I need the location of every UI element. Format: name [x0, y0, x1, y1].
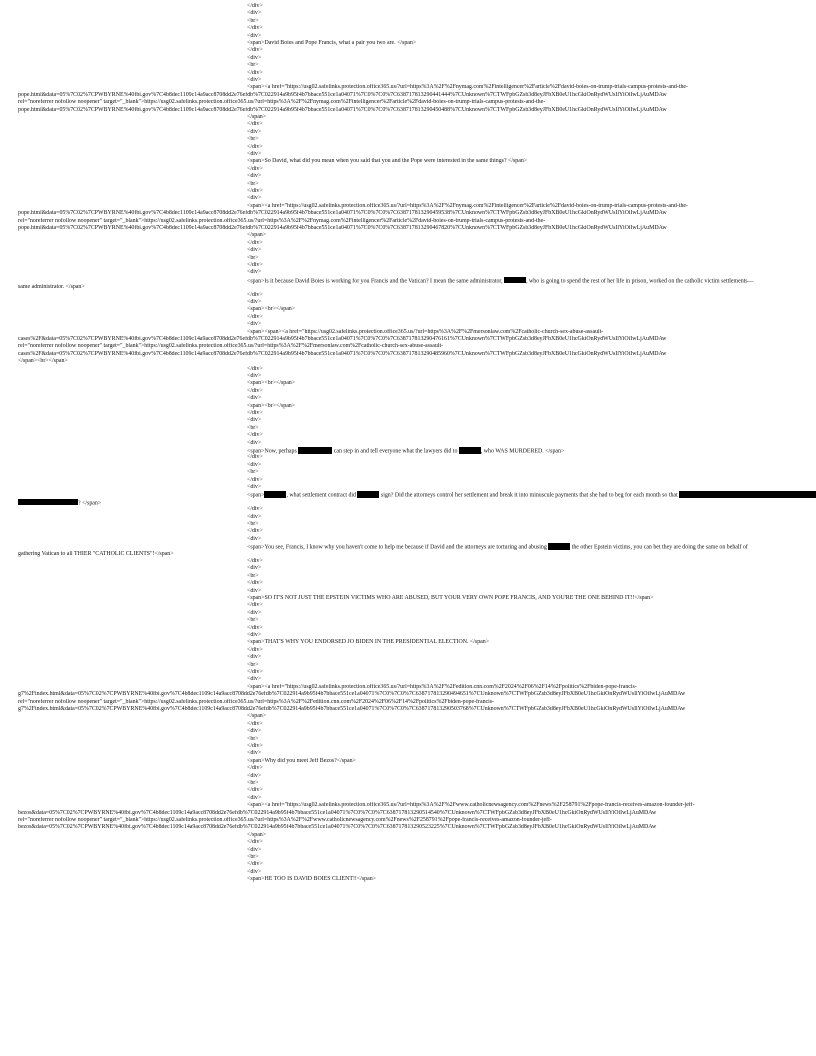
document-line	[247, 728, 816, 735]
text-segment: <span>	[247, 492, 265, 499]
redaction-bar	[18, 499, 78, 506]
document-line	[247, 373, 816, 380]
text-segment: , what settlement contract did	[286, 492, 358, 499]
document-line	[247, 195, 816, 202]
document-line	[247, 151, 816, 158]
text-segment: <div>	[247, 54, 262, 61]
text-segment: <div>	[247, 247, 262, 254]
text-segment: pope.html&data=05%7C02%7CPWBYRNE%40fbi.gov%7C4b8dec1109c14a9acc8708dd2e76efdb%7C022914a9b95f4b7bbace551ce1a04071%7C0%7C0%7C638717813290467820%7CUnknown%7CTWFpbGZsb3d8eyJFbXB0eU1hcGkiOnRydWUsIlYiOiIwLjAuMDAw	[18, 225, 667, 231]
document-line	[18, 343, 816, 350]
text-segment: <div>	[247, 513, 262, 520]
text-segment: <br>	[247, 780, 259, 786]
text-segment: </div>	[247, 313, 263, 320]
text-segment: <span>THAT'S WHY YOU ENDORSED JO BIDEN IN THE PRESIDENTIAL ELECTION. </span>	[247, 639, 490, 646]
document-line	[247, 787, 816, 794]
document-line	[247, 632, 816, 639]
text-segment: g7%2Findex.html&data=05%7C02%7CPWBYRNE%40fbi.gov%7C4b8dec1109c14a9acc8708dd2e76efdb%7C022914a9b95f4b7bbace551ce1a04071%7C0%7C0%7C638717813290494651%7CUnknown%7CTWFpbGZsb3d8eyJFbXB0eU1hcGkiOnRydWUsIlYiOiIwLjAuMDAw	[18, 691, 686, 698]
document-line	[247, 70, 816, 77]
text-segment: cases%2F&data=05%7C02%7CPWBYRNE%40fbi.gov%7C4b8dec1109c14a9acc8708dd2e76efdb%7C022914a9b95f4b7bbace551ce1a04071%7C0%7C0%7C638717813290476161%7CUnknown%7CTWFpbGZsb3d8eyJFbXB0eU1hcGkiOnRydWUsIlYiOiIwLjAuMDAw	[18, 336, 667, 342]
text-segment: </div>	[247, 669, 263, 675]
document-line	[247, 158, 816, 165]
text-segment: pope.html&data=05%7C02%7CPWBYRNE%40fbi.gov%7C4b8dec1109c14a9acc8708dd2e76efdb%7C022914a9b95f4b7bbace551ce1a04071%7C0%7C0%7C638717813290441444%7CUnknown%7CTWFpbGZsb3d8eyJFbXB0eU1hcGkiOnRydWUsIlYiOiIwLjAuMDAw	[18, 91, 667, 98]
text-segment: </div>	[247, 839, 263, 846]
document-line	[247, 432, 816, 439]
document-line	[247, 802, 816, 809]
document-line	[247, 299, 816, 306]
redaction-bar	[504, 277, 526, 284]
document-line	[18, 210, 816, 217]
text-segment: </div>	[247, 387, 263, 394]
document-line	[247, 240, 816, 247]
document-line	[247, 395, 816, 402]
document-line	[247, 440, 816, 447]
document-line	[18, 99, 816, 106]
text-segment: <div>	[247, 846, 262, 853]
document-line	[247, 662, 816, 669]
document-line	[247, 166, 816, 173]
document-line	[247, 684, 816, 691]
text-segment: <span><br></span>	[247, 306, 296, 313]
document-line	[247, 247, 816, 254]
text-segment: <br>	[247, 469, 259, 476]
text-segment: <div>	[247, 484, 262, 490]
text-segment: <span><a href="https://usg02.safelinks.protection.office365.us/?url=https%3A%2F%2Fwww.catholicnewsagency.com%2Fnews%2F258791%2Fpope-francis-receives-amazon-founder-jeff-	[247, 802, 695, 809]
document-line	[247, 33, 816, 40]
text-segment: <span>SO IT'S NOT JUST THE EPSTEIN VICTIMS WHO ARE ABUSED, BUT YOUR VERY OWN POPE FRANCIS, AND YOU'RE THE ONE BEHIND IT!!</span>	[247, 595, 654, 601]
text-segment: </div>	[247, 432, 263, 439]
document-line	[247, 758, 816, 765]
text-segment: <div>	[247, 299, 262, 305]
text-segment: <div>	[247, 395, 262, 402]
text-segment: bezos&data=05%7C02%7CPWBYRNE%40fbi.gov%7C4b8dec1109c14a9acc8708dd2e76efdb%7C022914a9b95f4b7bbace551ce1a04071%7C0%7C0%7C638717813290514540%7CUnknown%7CTWFpbGZsb3d8eyJFbXB0eU1hcGkiOnRydWUsIlYiOiIwLjAuMDAw	[18, 809, 657, 816]
document-line	[247, 617, 816, 624]
document-line	[247, 380, 816, 387]
document-line	[18, 817, 816, 824]
text-segment: <br>	[247, 854, 259, 860]
text-segment: <br>	[247, 17, 259, 24]
document-line	[18, 284, 816, 291]
text-segment: <div>	[247, 32, 262, 39]
document-line	[247, 876, 816, 883]
document-line	[247, 462, 816, 469]
text-segment: <span><br></span>	[247, 402, 296, 409]
text-segment: <span>You see, Francis, I know why you haven't come to help me because if David and the attorneys are torturing and abusing	[247, 544, 549, 551]
text-segment: <div>	[247, 676, 262, 683]
text-segment: <span>So David, what did you mean when you said that you and the Pope were interested in the same things? </span>	[247, 158, 528, 165]
text-segment: <span>HE TOO IS DAVID BOIES CLIENT!!</span>	[247, 876, 376, 883]
text-segment: rel="noreferrer nofollow noopener" target="_blank">https://usg02.safelinks.protection.office365.us/?url=https%3A%2F%2Fwww.catholicnewsagency.com%2Fnews%2F258791%2Fpope-francis-receives-amazon-founder-jeff-	[18, 817, 552, 823]
document-line	[247, 713, 816, 720]
text-segment: <div>	[247, 750, 262, 757]
text-segment: <div>	[247, 609, 262, 616]
text-segment: <br>	[247, 735, 259, 742]
document-line	[18, 358, 816, 365]
document-line	[247, 136, 816, 143]
text-segment: <div>	[247, 269, 262, 276]
document-line	[247, 314, 816, 321]
text-segment: <span><a href="https://usg02.safelinks.protection.office365.us/?url=https%3A%2F%2Fnymag.com%2Fintelligencer%2Farticle%2Fdavid-boies-on-trump-trials-campus-protests-and-the-	[247, 84, 688, 91]
text-segment: </div>	[247, 602, 263, 609]
document-line	[247, 477, 816, 484]
text-segment: gathering Vatican to all THIER "CATHOLIC CLIENTS"!</span>	[18, 550, 174, 557]
text-segment: </div>	[247, 454, 263, 461]
document-line	[247, 425, 816, 432]
text-segment: <br>	[247, 180, 259, 187]
text-segment: the other Epstein victims, you can bet they are doing the same on behalf of	[570, 544, 748, 551]
text-segment: <div>	[247, 173, 262, 180]
text-segment: <div>	[247, 535, 262, 542]
document-line	[247, 255, 816, 262]
text-segment: </div>	[247, 239, 263, 246]
document-line	[247, 62, 816, 69]
document-line	[247, 780, 816, 787]
document-line	[247, 232, 816, 239]
document-line	[247, 121, 816, 128]
text-segment: rel="noreferrer nofollow noopener" target="_blank">https://usg02.safelinks.protection.office365.us/?url=https%3A%2F%2Fnymag.com%2Fintelligencer%2Farticle%2Fdavid-boies-on-trump-trials-campus-protests-and-the-	[18, 217, 546, 224]
text-segment: <div>	[247, 565, 262, 572]
text-segment: <div>	[247, 772, 262, 779]
document-line	[247, 306, 816, 313]
document-line	[247, 84, 816, 91]
redaction-bar	[298, 447, 332, 454]
document-line	[247, 795, 816, 802]
document-line	[247, 832, 816, 839]
document-line	[247, 765, 816, 772]
text-segment: <div>	[247, 587, 262, 594]
text-segment: <div>	[247, 151, 262, 157]
document-line	[247, 854, 816, 861]
text-segment: <div>	[247, 373, 262, 379]
document-line	[18, 551, 816, 558]
document-line	[18, 824, 816, 831]
text-segment: <div>	[247, 794, 262, 801]
text-segment: </div>	[247, 743, 263, 749]
text-segment: </div>	[247, 121, 263, 128]
document-line	[247, 40, 816, 47]
redaction-bar	[357, 491, 379, 498]
text-segment: </div>	[247, 624, 263, 631]
document-line	[18, 810, 816, 817]
document-line	[247, 366, 816, 373]
document-line	[247, 484, 816, 491]
text-segment: ? </span>	[78, 500, 102, 507]
document-line	[18, 92, 816, 99]
document-line	[247, 565, 816, 572]
document-line	[247, 181, 816, 188]
document-line	[18, 699, 816, 706]
document-line	[18, 351, 816, 358]
text-segment: rel="noreferrer nofollow noopener" target="_blank">https://usg02.safelinks.protection.office365.us/?url=https%3A%2F%2Fnymag.com%2Fintelligencer%2Farticle%2Fdavid-boies-on-trump-trials-campus-protests-and-the-	[18, 99, 546, 106]
document-line	[247, 417, 816, 424]
text-segment: <div>	[247, 868, 262, 875]
document-line	[247, 114, 816, 121]
document-line	[247, 18, 816, 25]
text-segment: <div>	[247, 728, 262, 735]
text-segment: </div>	[247, 3, 263, 9]
document-line	[247, 602, 816, 609]
document-line	[247, 55, 816, 62]
text-segment: can step in and tell everyone what the lawyers did to	[332, 448, 459, 455]
document-line	[247, 173, 816, 180]
text-segment: bezos&data=05%7C02%7CPWBYRNE%40fbi.gov%7C4b8dec1109c14a9acc8708dd2e76efdb%7C022914a9b95f4b7bbace551ce1a04071%7C0%7C0%7C638717813290523225%7CUnknown%7CTWFpbGZsb3d8eyJFbXB0eU1hcGkiOnRydWUsIlYiOiIwLjAuMDAw	[18, 824, 657, 831]
document-line	[247, 595, 816, 602]
document-line	[247, 329, 816, 336]
document-line	[247, 869, 816, 876]
redaction-bar	[264, 491, 286, 498]
text-segment: </div>	[247, 476, 263, 483]
text-segment: </div>	[247, 580, 263, 587]
document-line	[247, 410, 816, 417]
text-segment: <br>	[247, 136, 259, 143]
document-line	[247, 750, 816, 757]
document-line	[247, 10, 816, 17]
document-line	[247, 514, 816, 521]
document-line	[247, 573, 816, 580]
text-segment: <div>	[247, 632, 262, 638]
text-segment: </span>	[247, 713, 267, 720]
text-segment: </div>	[247, 291, 263, 298]
text-segment: <div>	[247, 195, 262, 202]
document-line	[247, 403, 816, 410]
text-segment: <span>Why did you meet Jeff Bezos?</span>	[247, 757, 356, 764]
document-line	[247, 743, 816, 750]
text-segment: <span><a href="https://usg02.safelinks.protection.office365.us/?url=https%3A%2F%2Fnymag.com%2Fintelligencer%2Farticle%2Fdavid-boies-on-trump-trials-campus-protests-and-the-	[247, 202, 688, 209]
text-segment: , who WAS MURDERED. </span>	[480, 448, 565, 455]
document-line	[247, 321, 816, 328]
document-line	[247, 721, 816, 728]
document-line	[247, 639, 816, 646]
document-line	[247, 861, 816, 868]
text-segment: <div>	[247, 439, 262, 446]
text-segment: rel="noreferrer nofollow noopener" target="_blank">https://usg02.safelinks.protection.office365.us/?url=https%3A%2F%2Fedition.cnn.com%2F2024%2F06%2F14%2Fpolitics%2Fbiden-pope-francis-	[18, 698, 495, 705]
document-line	[247, 610, 816, 617]
text-segment: </div>	[247, 410, 263, 416]
text-segment: <span><br></span>	[247, 380, 296, 387]
redaction-bar	[548, 543, 570, 550]
document-line	[247, 269, 816, 276]
text-segment: same administrator. </span>	[18, 284, 85, 291]
text-segment: </div>	[247, 646, 263, 653]
document-line	[247, 580, 816, 587]
text-segment: <div>	[247, 654, 262, 661]
text-segment: </div>	[247, 720, 263, 727]
document-line	[247, 736, 816, 743]
redaction-bar	[459, 447, 481, 454]
document-line	[247, 388, 816, 395]
document-line	[247, 654, 816, 661]
document-line	[18, 107, 816, 114]
document-line	[247, 676, 816, 683]
document-line	[247, 129, 816, 136]
document-line	[247, 847, 816, 854]
text-segment: </div>	[247, 25, 263, 32]
document-line	[18, 218, 816, 225]
document-line	[247, 292, 816, 299]
document-line	[247, 454, 816, 461]
document-line	[247, 669, 816, 676]
text-segment: </div>	[247, 365, 263, 372]
text-segment: </div>	[247, 262, 263, 268]
text-segment: <br>	[247, 254, 259, 261]
text-segment: cases%2F&data=05%7C02%7CPWBYRNE%40fbi.gov%7C4b8dec1109c14a9acc8708dd2e76efdb%7C022914a9b95f4b7bbace551ce1a04071%7C0%7C0%7C638717813290485960%7CUnknown%7CTWFpbGZsb3d8eyJFbXB0eU1hcGkiOnRydWUsIlYiOiIwLjAuMDAw	[18, 350, 667, 357]
text-segment: <div>	[247, 77, 262, 83]
text-segment: , who is going to spend the rest of her life in prison, worked on the catholic victim settlements—	[526, 278, 754, 285]
document-line	[247, 588, 816, 595]
text-segment: </span>	[247, 232, 267, 239]
text-segment: </div>	[247, 787, 263, 794]
document-line	[18, 225, 816, 232]
document-line	[18, 336, 816, 343]
text-segment: <br>	[247, 521, 259, 527]
text-segment: <span>Now, perhaps	[247, 448, 299, 455]
text-segment: g7%2Findex.html&data=05%7C02%7CPWBYRNE%40fbi.gov%7C4b8dec1109c14a9acc8708dd2e76efdb%7C022914a9b95f4b7bbace551ce1a04071%7C0%7C0%7C638717813290503768%7CUnknown%7CTWFpbGZsb3d8eyJFbXB0eU1hcGkiOnRydWUsIlYiOiIwLjAuMDAw	[18, 706, 686, 712]
text-segment: </div>	[247, 188, 263, 194]
document-line	[247, 262, 816, 269]
text-segment: </div>	[247, 506, 263, 513]
document-line	[247, 521, 816, 528]
text-segment: </div>	[247, 528, 263, 535]
document-line	[247, 25, 816, 32]
text-segment: </div>	[247, 47, 263, 54]
text-segment: </div>	[247, 165, 263, 172]
text-segment: <div>	[247, 417, 262, 424]
document-line	[247, 144, 816, 151]
text-segment: pope.html&data=05%7C02%7CPWBYRNE%40fbi.gov%7C4b8dec1109c14a9acc8708dd2e76efdb%7C022914a9b95f4b7bbace551ce1a04071%7C0%7C0%7C638717813290459538%7CUnknown%7CTWFpbGZsb3d8eyJFbXB0eU1hcGkiOnRydWUsIlYiOiIwLjAuMDAw	[18, 210, 667, 217]
text-segment: </span>	[247, 831, 267, 838]
document-line	[247, 536, 816, 543]
document-line	[247, 203, 816, 210]
text-segment: sign? Did the attorneys control her settlement and break it into minuscule payments that she had to beg for each month so that	[379, 492, 680, 499]
text-segment: <span><a href="https://usg02.safelinks.protection.office365.us/?url=https%3A%2F%2Fedition.cnn.com%2F2024%2F06%2F14%2Fpolitics%2Fbiden-pope-francis-	[247, 683, 637, 690]
document-line	[247, 506, 816, 513]
document-line	[247, 528, 816, 535]
text-segment: <span><span><a href="https://usg02.safelinks.protection.office365.us/?url=https%3A%2F%2Fmersonlaw.com%2Fcatholic-church-sex-abuse-assault-	[247, 328, 604, 335]
text-segment: <div>	[247, 128, 262, 135]
text-segment: <div>	[247, 321, 262, 328]
text-segment: </span>	[247, 114, 267, 120]
text-segment: </div>	[247, 558, 263, 564]
document-line	[18, 691, 816, 698]
text-segment: </div>	[247, 861, 263, 868]
text-segment: <span>Is it because David Boies is working for you Francis and the Vatican? I mean the same administrator,	[247, 278, 505, 285]
text-segment: <br>	[247, 62, 259, 69]
document-line	[247, 3, 816, 10]
text-segment: <div>	[247, 461, 262, 468]
document-line	[247, 625, 816, 632]
text-segment: <br>	[247, 424, 259, 431]
text-segment: </div>	[247, 143, 263, 150]
text-segment: <br>	[247, 661, 259, 668]
text-segment: <span>David Boies and Pope Francis, what a pair you two are. </span>	[247, 40, 417, 46]
document-line	[247, 188, 816, 195]
text-segment: <div>	[247, 10, 262, 17]
document-line	[247, 77, 816, 84]
text-segment: <br>	[247, 572, 259, 579]
document-line	[247, 647, 816, 654]
document-line	[247, 469, 816, 476]
redaction-bar	[679, 491, 816, 498]
text-segment: </span><br></span>	[18, 358, 68, 365]
text-segment: </div>	[247, 765, 263, 772]
text-segment: rel="noreferrer nofollow noopener" target="_blank">https://usg02.safelinks.protection.office365.us/?url=https%3A%2F%2Fmersonlaw.com%2Fcatholic-church-sex-abuse-assault-	[18, 343, 444, 350]
document-line	[247, 839, 816, 846]
text-segment: <br>	[247, 617, 259, 624]
document-line	[18, 706, 816, 713]
document-line	[247, 773, 816, 780]
text-segment: </div>	[247, 69, 263, 76]
text-segment: pope.html&data=05%7C02%7CPWBYRNE%40fbi.gov%7C4b8dec1109c14a9acc8708dd2e76efdb%7C022914a9b95f4b7bbace551ce1a04071%7C0%7C0%7C638717813290450488%7CUnknown%7CTWFpbGZsb3d8eyJFbXB0eU1hcGkiOnRydWUsIlYiOiIwLjAuMDAw	[18, 106, 667, 113]
document-line	[247, 47, 816, 54]
document-line	[247, 558, 816, 565]
